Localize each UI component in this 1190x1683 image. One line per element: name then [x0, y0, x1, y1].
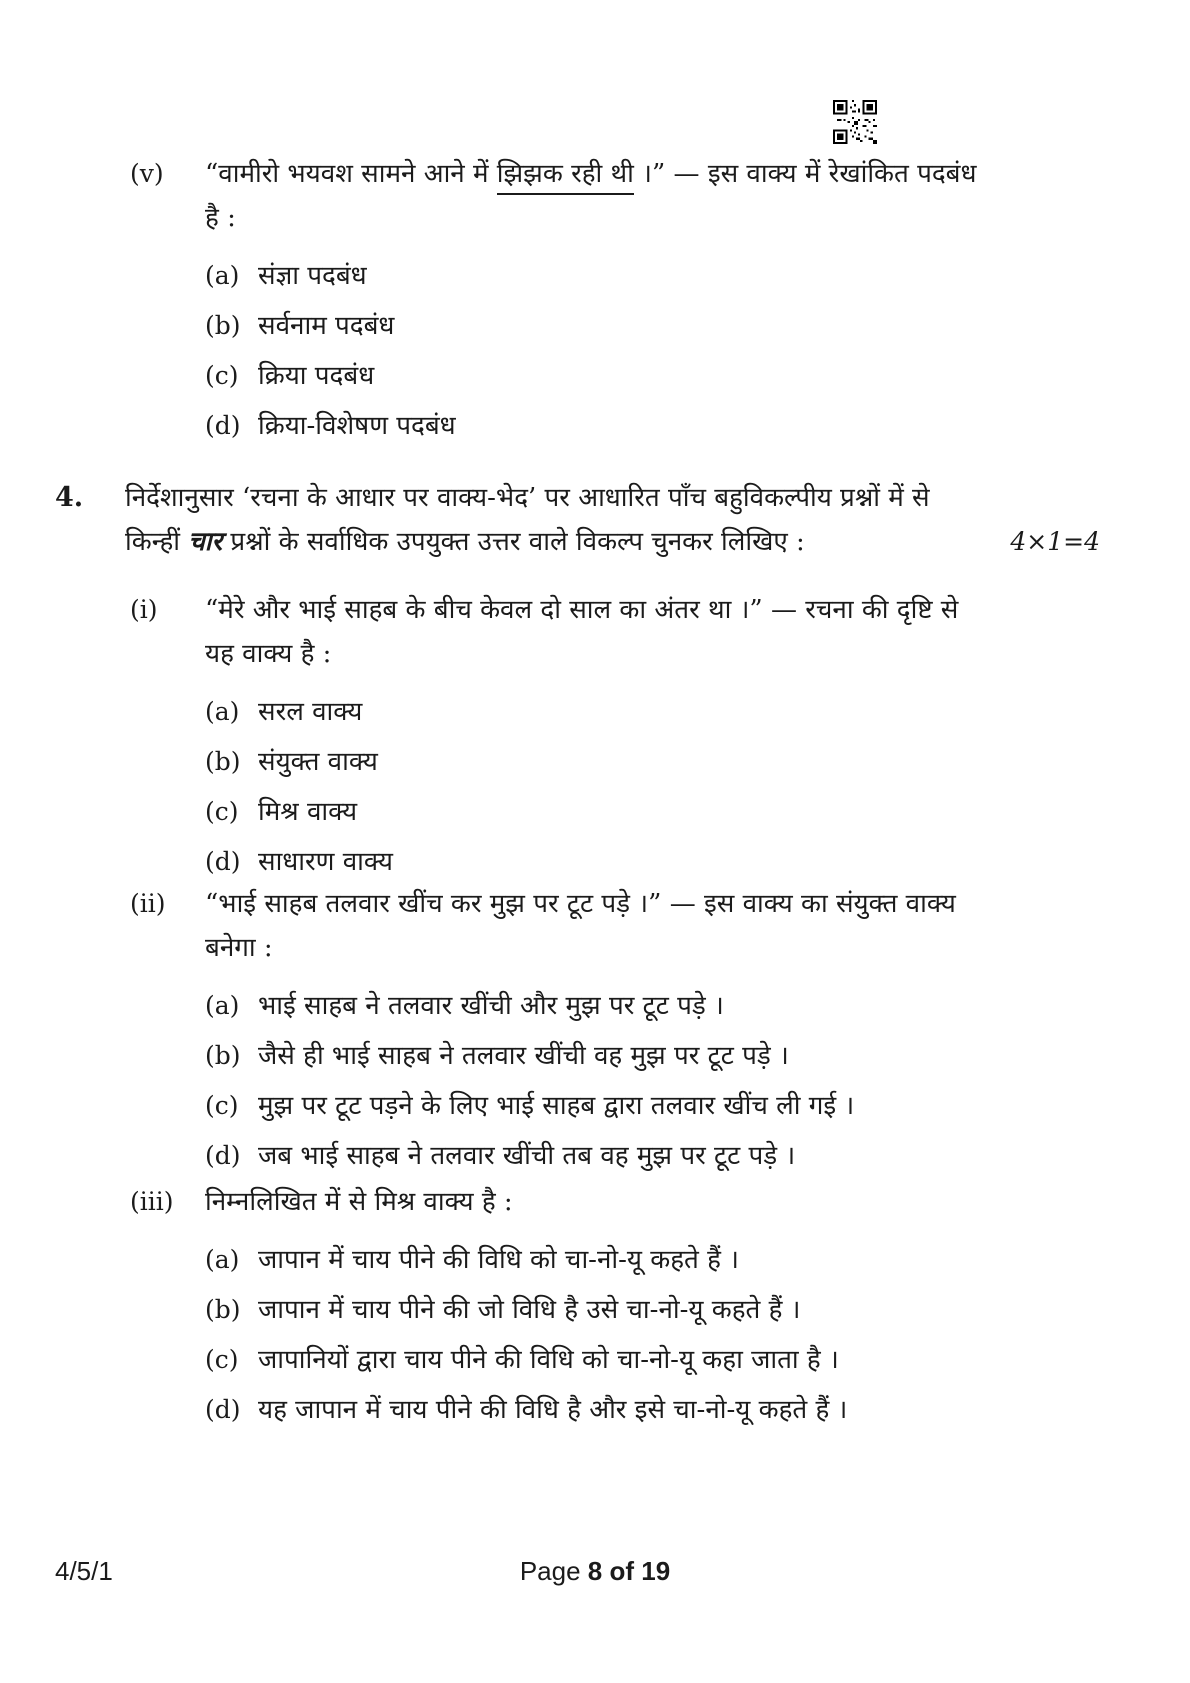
option-row	[205, 986, 1100, 1026]
marks-value: 4×1=4	[1010, 527, 1100, 556]
option-text: जापानियों द्वारा चाय पीने की विधि को चा-नो-यू कहा जाता है ।	[258, 1345, 839, 1375]
subquestion-ii-text-line2: बनेगा :	[205, 933, 273, 963]
option-label: (c)	[205, 1091, 239, 1120]
option-label: (d)	[205, 1395, 241, 1424]
subquestion-v-body	[205, 152, 1190, 446]
option-label: (c)	[205, 1345, 239, 1374]
question-text-segment: प्रश्नों के सर्वाधिक उपयुक्त उत्तर वाले विकल्प चुनकर लिखिए :	[222, 527, 805, 557]
option-text: क्रिया-विशेषण पदबंध	[258, 411, 456, 441]
subquestion-iii-options	[205, 1240, 1100, 1430]
option-row	[205, 742, 1100, 782]
page-number	[0, 1556, 1190, 1587]
question-text-segment: किन्हीं	[125, 527, 189, 557]
option-text: भाई साहब ने तलवार खींची और मुझ पर टूट पड़े ।	[258, 991, 724, 1021]
option-label: (b)	[205, 747, 241, 776]
question-4-number: 4.	[55, 482, 84, 513]
option-label: (d)	[205, 847, 241, 876]
option-label: (b)	[205, 1041, 241, 1070]
option-text: जापान में चाय पीने की विधि को चा-नो-यू कहते हैं ।	[258, 1245, 740, 1275]
question-text-segment: “वामीरो भयवश सामने आने में	[205, 159, 497, 189]
subquestion-v-text-line2: है :	[205, 203, 236, 233]
page-word: Page	[519, 1556, 581, 1586]
option-text: जापान में चाय पीने की जो विधि है उसे चा-नो-यू कहते हैं ।	[258, 1295, 801, 1325]
option-text: सर्वनाम पदबंध	[258, 311, 395, 341]
option-row	[205, 1290, 1100, 1330]
subquestion-v	[0, 152, 1190, 446]
option-row	[205, 1240, 1100, 1280]
option-row	[205, 1390, 1100, 1430]
subquestion-v-label: (v)	[130, 159, 164, 188]
option-row	[205, 1086, 1100, 1126]
option-row	[205, 792, 1100, 832]
option-text: मुझ पर टूट पड़ने के लिए भाई साहब द्वारा तलवार खींच ली गई ।	[258, 1091, 855, 1121]
option-text: संज्ञा पदबंध	[258, 261, 367, 291]
subquestion-i-label: (i)	[130, 595, 158, 624]
option-row	[205, 842, 1100, 882]
option-row	[205, 692, 1100, 732]
page-number-value: 8 of 19	[587, 1556, 671, 1586]
underlined-phrase: झिझक रही थी	[497, 159, 634, 195]
subquestion-ii-body	[205, 882, 1190, 1176]
subquestion-iii	[0, 1180, 1190, 1430]
option-text: जैसे ही भाई साहब ने तलवार खींची वह मुझ पर टूट पड़े ।	[258, 1041, 789, 1071]
option-text: यह जापान में चाय पीने की विधि है और इसे चा-नो-यू कहते हैं ।	[258, 1395, 848, 1425]
question-text-segment: ।” — इस वाक्य में रेखांकित पदबंध	[633, 159, 977, 189]
subquestion-i-body	[205, 588, 1190, 882]
option-label: (b)	[205, 1295, 241, 1324]
subquestion-ii-options	[205, 986, 1100, 1176]
option-text: साधारण वाक्य	[258, 847, 393, 877]
subquestion-v-options	[205, 256, 1100, 446]
option-row	[205, 1340, 1100, 1380]
option-row	[205, 306, 1100, 346]
option-label: (d)	[205, 411, 241, 440]
option-label: (a)	[205, 261, 240, 290]
question-4-intro-line2	[125, 520, 1100, 564]
question-4-intro-line1: निर्देशानुसार ‘रचना के आधार पर वाक्य-भेद’ पर आधारित पाँच बहुविकल्पीय प्रश्नों में से	[125, 483, 930, 513]
option-row	[205, 356, 1100, 396]
option-text: जब भाई साहब ने तलवार खींची तब वह मुझ पर टूट पड़े ।	[258, 1141, 796, 1171]
option-label: (a)	[205, 991, 240, 1020]
emphasized-word: चार	[188, 527, 223, 557]
option-label: (a)	[205, 697, 240, 726]
option-label: (d)	[205, 1141, 241, 1170]
option-label: (b)	[205, 311, 241, 340]
subquestion-i	[0, 588, 1190, 882]
option-text: क्रिया पदबंध	[258, 361, 375, 391]
option-text: संयुक्त वाक्य	[258, 747, 378, 777]
paper-code: 4/5/1	[55, 1556, 113, 1586]
subquestion-iii-label: (iii)	[130, 1187, 174, 1216]
subquestion-i-text: “मेरे और भाई साहब के बीच केवल दो साल का अंतर था ।” — रचना की दृष्टि से	[205, 595, 959, 625]
subquestion-iii-text: निम्नलिखित में से मिश्र वाक्य है :	[205, 1187, 513, 1217]
option-row	[205, 256, 1100, 296]
option-row	[205, 406, 1100, 446]
subquestion-i-text-line2: यह वाक्य है :	[205, 639, 332, 669]
option-label: (a)	[205, 1245, 240, 1274]
option-label: (c)	[205, 797, 239, 826]
option-row	[205, 1136, 1100, 1176]
option-row	[205, 1036, 1100, 1076]
question-4-intro	[125, 476, 1190, 564]
subquestion-i-options	[205, 692, 1100, 882]
option-label: (c)	[205, 361, 239, 390]
subquestion-v-text	[205, 152, 1100, 196]
subquestion-ii-text: “भाई साहब तलवार खींच कर मुझ पर टूट पड़े ।” — इस वाक्य का संयुक्त वाक्य	[205, 889, 956, 919]
subquestion-iii-body	[205, 1180, 1190, 1430]
subquestion-ii	[0, 882, 1190, 1176]
option-text: सरल वाक्य	[258, 697, 363, 727]
subquestion-ii-label: (ii)	[130, 889, 166, 918]
option-text: मिश्र वाक्य	[258, 797, 358, 827]
question-4	[0, 476, 1190, 564]
